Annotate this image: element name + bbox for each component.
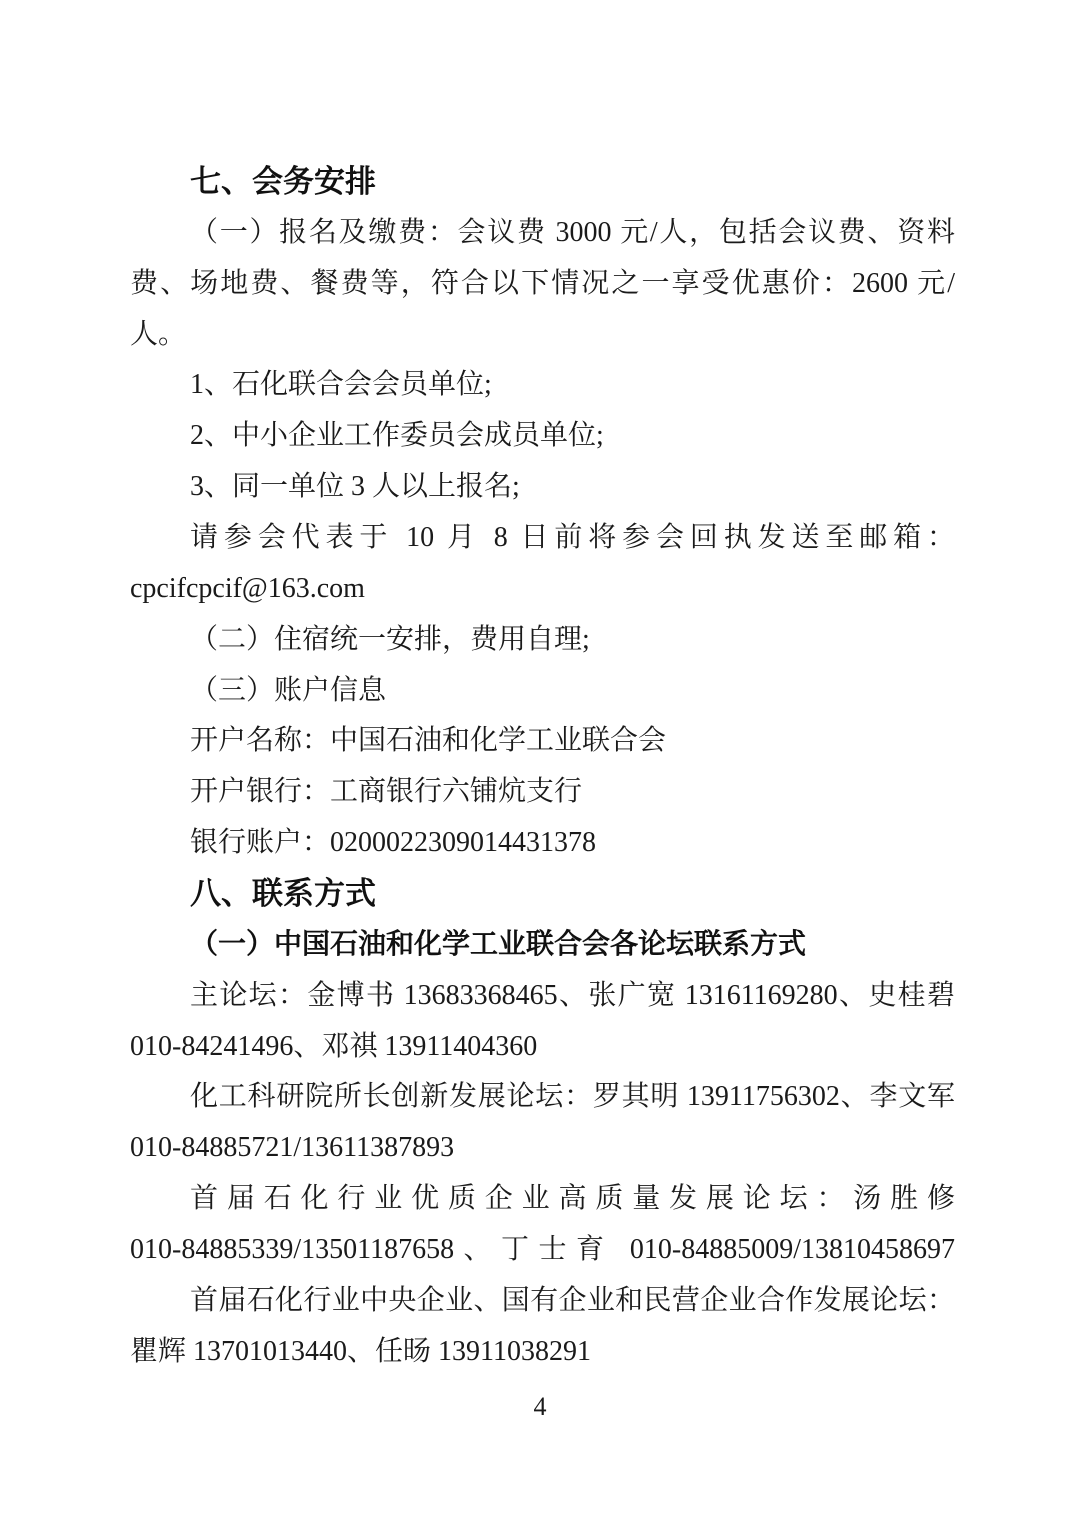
text-line: 费、场地费、餐费等，符合以下情况之一享受优惠价：2600 元/ xyxy=(130,267,955,299)
page-number: 4 xyxy=(533,1392,547,1421)
text-line: 主论坛：金博书 13683368465、张广宽 13161169280、史桂碧 xyxy=(190,979,955,1011)
text-line: 化工科研院所长创新发展论坛：罗其明 13911756302、李文军 xyxy=(190,1081,955,1113)
text-line: 010-84241496、邓祺 13911404360 xyxy=(130,1030,538,1062)
text-line: 010-84885721/13611387893 xyxy=(130,1132,455,1164)
text-line: （一）报名及缴费：会议费 3000 元/人，包括会议费、资料 xyxy=(190,216,955,248)
text-line: 七、会务安排 xyxy=(190,164,376,199)
text-line: 开户名称：中国石油和化学工业联合会 xyxy=(190,725,667,757)
text-line: 人。 xyxy=(130,318,187,350)
text-line: 3、同一单位 3 人以上报名; xyxy=(190,471,520,503)
text-line: 010-84885339/13501187658、丁士育 010-84885009/13810458697 xyxy=(130,1234,955,1266)
text-line: 开户银行：工商银行六铺炕支行 xyxy=(190,776,583,808)
text-line: 1、石化联合会会员单位; xyxy=(190,369,492,401)
text-line: （三）账户信息 xyxy=(190,674,387,706)
text-line: 请参会代表于 10 月 8 日前将参会回执发送至邮箱： xyxy=(190,522,955,554)
text-line: 银行账户：0200022309014431378 xyxy=(190,827,597,859)
text-line: 八、联系方式 xyxy=(190,876,376,912)
text-line: 2、中小企业工作委员会成员单位; xyxy=(190,420,604,452)
document-body xyxy=(130,157,955,1378)
text-line: （一）中国石油和化学工业联合会各论坛联系方式 xyxy=(190,928,807,960)
text-line: 瞿辉 13701013440、任旸 13911038291 xyxy=(130,1335,591,1367)
text-line: cpcifcpcif@163.com xyxy=(130,572,365,604)
text-line: 首届石化行业中央企业、国有企业和民营企业合作发展论坛： xyxy=(190,1284,955,1316)
text-line: 首届石化行业优质企业高质量发展论坛：汤胜修 xyxy=(190,1183,955,1215)
text-line: （二）住宿统一安排，费用自理; xyxy=(190,623,590,655)
